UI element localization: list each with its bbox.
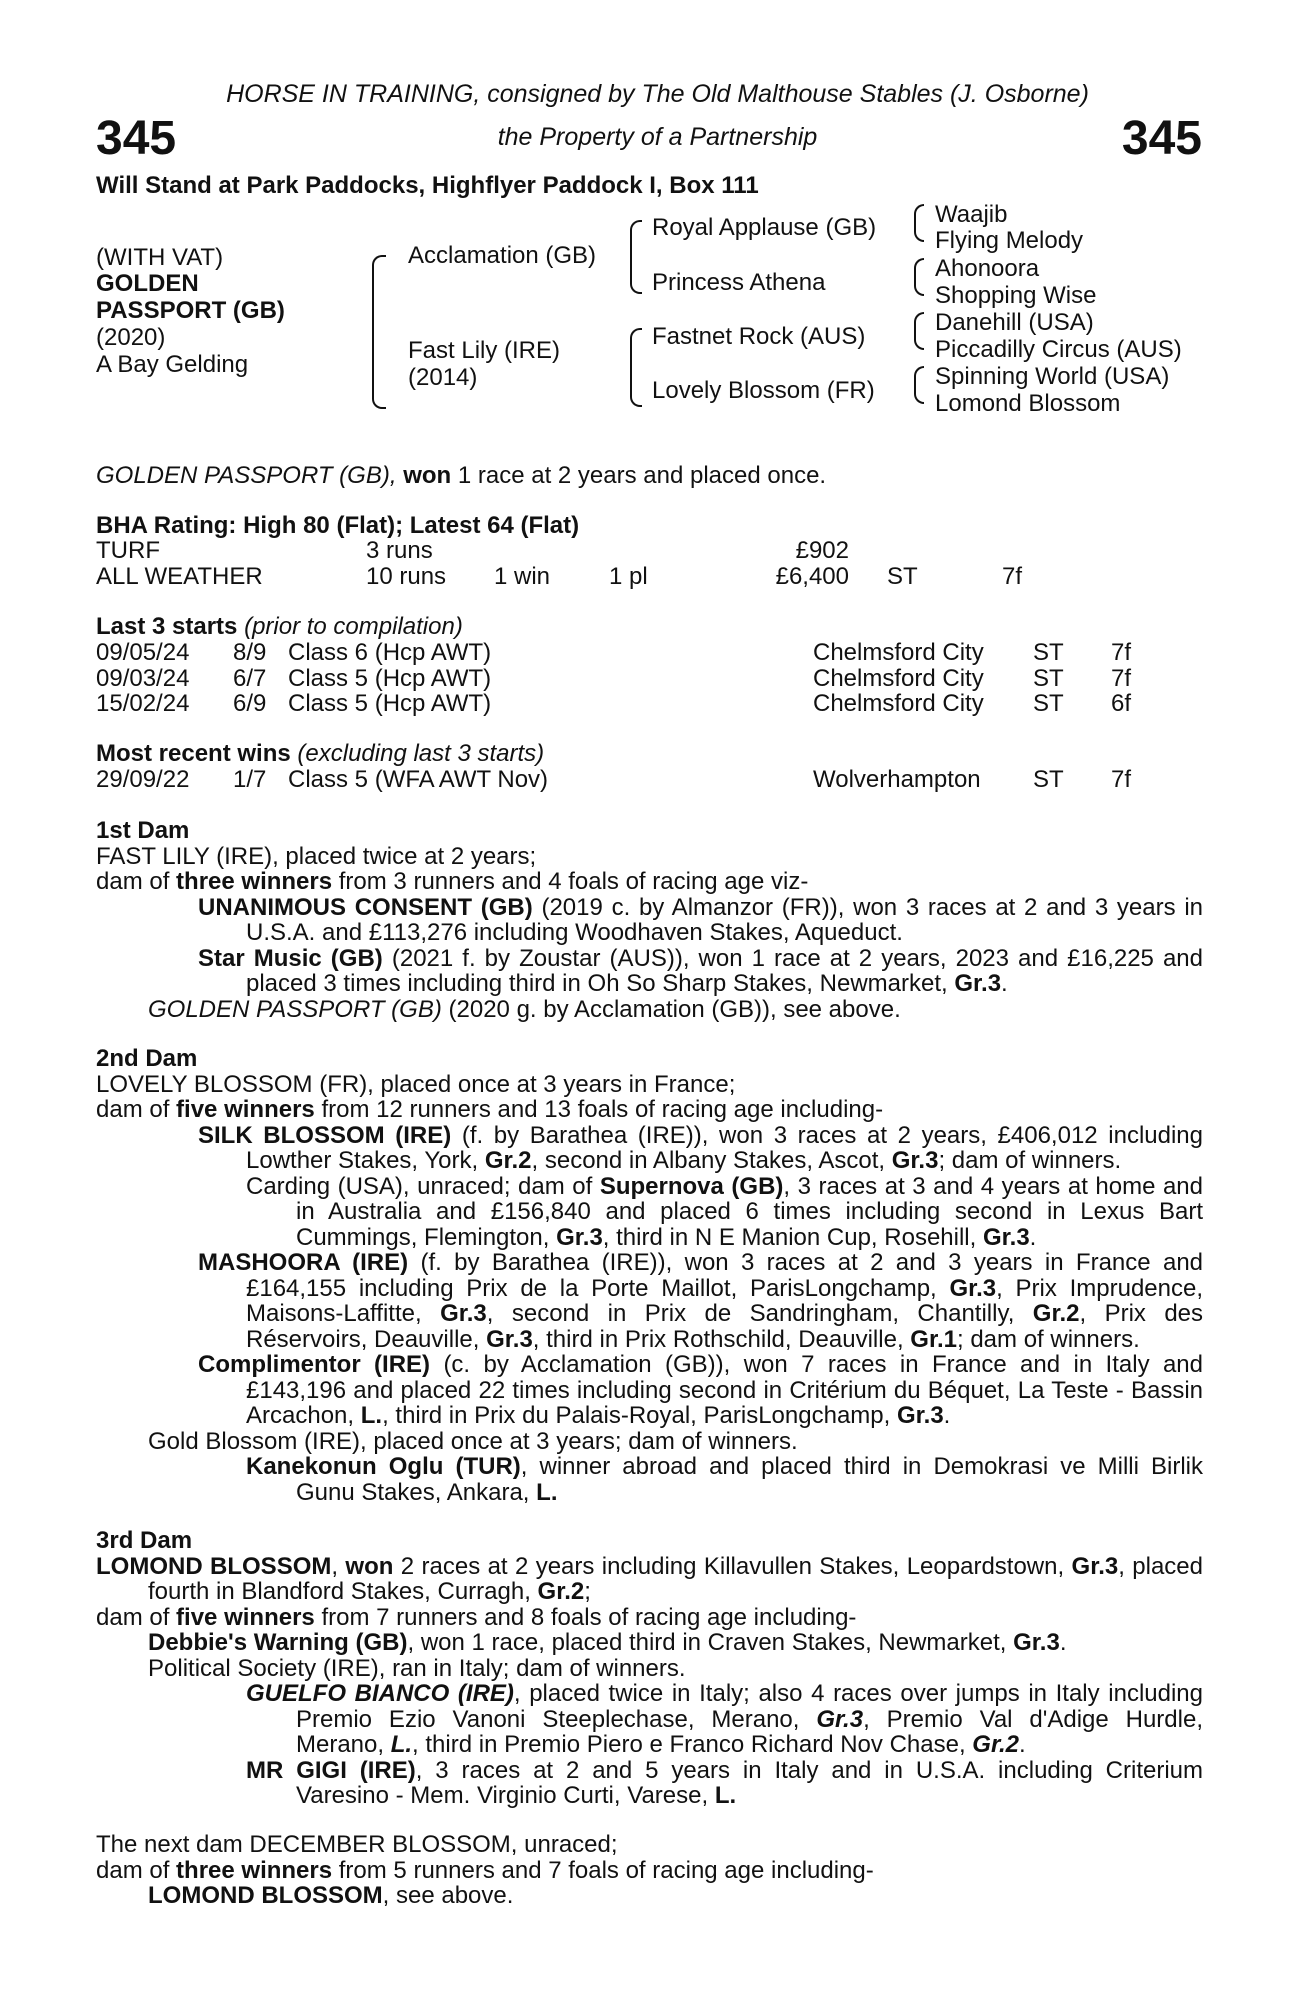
record-wins: 1 win: [494, 562, 551, 590]
progeny-text: , third in N E Manion Cup, Rosehill,: [602, 1223, 977, 1251]
dam-sire: Fastnet Rock (AUS): [652, 323, 866, 350]
location-line: Will Stand at Park Paddocks, Highflyer Paddock I, Box 111: [96, 172, 759, 199]
last-starts-table: [96, 640, 1131, 717]
grade-label: Gr.3: [982, 1223, 1030, 1251]
lot-number-right: 345: [1121, 112, 1202, 165]
dam-year: (2014): [408, 364, 478, 391]
second-dam-entry: Gold Blossom (IRE), placed once at 3 years; dam of winners.: [148, 1427, 798, 1455]
first-dam-entry: [96, 997, 1203, 1023]
dam-of-label: dam of: [96, 868, 170, 895]
grade-label: Gr.3: [954, 970, 1002, 997]
grade-label: Gr.2: [537, 1578, 585, 1605]
next-dam-entry: [96, 1883, 1203, 1909]
next-dam-section: [96, 1832, 1203, 1909]
start-distance: 7f: [1111, 639, 1132, 666]
sire-name: Acclamation (GB): [408, 242, 597, 269]
progeny-text: (f. by Barathea (IRE)), won 3 races at 2 and 3 years in France and £164,155 including Prix de la Porte Maillot, ParisLongchamp,: [246, 1249, 1204, 1302]
second-dam-entry: [96, 1123, 1203, 1174]
grade-label: Gr.3: [896, 1402, 944, 1429]
progeny-text: , placed twice in Italy; also 4 races over jumps in Italy including Premio Ezio Vanoni Steeplechase, Merano,: [296, 1680, 1203, 1733]
grandparent-6: Piccadilly Circus (AUS): [935, 336, 1182, 363]
second-dam-section: [96, 1046, 1203, 1505]
progeny-text: , Prix Imprudence, Maisons-Laffitte,: [246, 1274, 1203, 1327]
last-starts-title: Last 3 starts: [96, 613, 238, 640]
table-row: [96, 564, 1022, 590]
win-distance: 7f: [1111, 766, 1132, 793]
last-starts-heading: [96, 614, 463, 640]
pedigree-brace-main: [372, 255, 386, 409]
grandparent-2: Flying Melody: [935, 227, 1084, 254]
produce-summary: from 5 runners and 7 foals of racing age including-: [338, 1856, 874, 1884]
dam-name: Fast Lily (IRE): [408, 337, 561, 364]
last-starts-note: (prior to compilation): [244, 613, 463, 640]
progeny-text: , Premio Val d'Adige Hurdle, Merano,: [296, 1705, 1203, 1758]
progeny-name: LOMOND BLOSSOM: [148, 1882, 383, 1909]
grade-label: Gr.3: [816, 1705, 864, 1733]
win-race: Class 5 (WFA AWT Nov): [288, 766, 549, 793]
table-row: [96, 691, 1131, 717]
progeny-text: , second in Prix de Sandringham, Chantilly,: [486, 1300, 1015, 1327]
grade-label: Gr.2: [1032, 1300, 1080, 1327]
progeny-name: MASHOORA (IRE): [198, 1249, 409, 1276]
start-course: Chelmsford City: [813, 664, 984, 692]
third-dam-entry: [96, 1758, 1203, 1809]
progeny-text: , third in Premio Piero e Franco Richard Nov Chase,: [412, 1731, 966, 1758]
win-date: 29/09/22: [96, 766, 190, 793]
win-course: Wolverhampton: [813, 766, 981, 793]
progeny-text: Carding (USA), unraced; dam of: [246, 1172, 593, 1200]
third-dam-entry: GUELFO BIANCO (IRE), placed twice in Italy; also 4 races over jumps in Italy including Premio Ezio Vanoni Steeplechase, Merano, Gr.3, Premio Val d'Adige Hurdle, Merano, L., third in Premio Piero e Franco Richard Nov Chase, Gr.2.: [246, 1680, 1203, 1758]
grade-label: Gr.2: [972, 1731, 1019, 1758]
grade-label: Gr.3: [1071, 1552, 1119, 1580]
win-position: 1/7: [233, 766, 267, 793]
second-dam-entry: [96, 1454, 1203, 1505]
progeny-text: 2 races at 2 years including Killavullen Stakes, Leopardstown,: [400, 1552, 1065, 1580]
grandparent-8: Lomond Blossom: [935, 390, 1121, 417]
dam-of-label: dam of: [96, 1603, 170, 1631]
progeny-text: (c. by Acclamation (GB)), won 7 races in France and in Italy and £143,196 and placed 22 times including second in Critérium du Béquet, La Teste - Bassin Arcachon,: [246, 1351, 1203, 1429]
pedigree-brace-g2: [914, 258, 924, 296]
progeny-text: , Prix des Réservoirs, Deauville,: [246, 1300, 1204, 1353]
next-dam-intro: The next dam DECEMBER BLOSSOM, unraced;: [96, 1831, 618, 1858]
progeny-text: (2019 c. by Almanzor (FR)), won 3 races at 2 and 3 years in U.S.A. and £113,276 including Woodhaven Stakes, Aqueduct.: [246, 893, 1203, 946]
first-dam-entry: Star Music (GB) (2021 f. by Zoustar (AUS)), won 1 race at 2 years, 2023 and £16,225 and placed 3 times including third in Oh So Sharp Stakes, Newmarket, Gr.3.: [198, 944, 1203, 997]
progeny-text: , third in Prix Rothschild, Deauville,: [532, 1325, 904, 1353]
record-runs: 3 runs: [366, 537, 433, 564]
grandparent-7: Spinning World (USA): [935, 363, 1170, 390]
progeny-name: Kanekonun Oglu (TUR): [246, 1453, 521, 1480]
listed-label: L.: [536, 1478, 558, 1506]
progeny-text: (2020 g. by Acclamation (GB)), see above.: [448, 995, 901, 1023]
progeny-name: Debbie's Warning (GB): [148, 1629, 408, 1656]
winners-count: five winners: [176, 1096, 315, 1123]
progeny-text: , 3 races at 2 and 5 years in Italy and in U.S.A. including Criterium Varesino - Mem. Virginio Curti, Varese,: [296, 1756, 1203, 1809]
second-dam-entry: [96, 1250, 1203, 1352]
start-course: Chelmsford City: [813, 690, 984, 717]
progeny-name: GUELFO BIANCO (IRE): [246, 1680, 514, 1707]
grade-label: Gr.3: [440, 1300, 487, 1327]
start-race: Class 6 (Hcp AWT): [288, 639, 492, 666]
progeny-name: MR GIGI (IRE): [246, 1756, 416, 1784]
progeny-name: GOLDEN PASSPORT (GB): [148, 995, 442, 1023]
start-going: ST: [1033, 664, 1064, 692]
record-going: ST: [887, 562, 918, 590]
vat-label: (WITH VAT): [96, 244, 224, 271]
progeny-text: (2021 f. by Zoustar (AUS)), won 1 race at 2 years, 2023 and £16,225 and placed 3 times including third in Oh So Sharp Stakes, Newmarket,: [246, 944, 1203, 997]
progeny-name: UNANIMOUS CONSENT (GB): [198, 893, 533, 921]
start-position: 8/9: [233, 639, 267, 666]
progeny-text: , third in Prix du Palais-Royal, ParisLongchamp,: [382, 1402, 891, 1429]
grade-label: Gr.1: [910, 1325, 957, 1353]
third-dam-entry: Debbie's Warning (GB), won 1 race, placed third in Craven Stakes, Newmarket, Gr.3.: [148, 1629, 1067, 1656]
grade-label: Gr.3: [556, 1223, 603, 1251]
first-dam-section: [96, 818, 1203, 1022]
dam-of-label: dam of: [96, 1096, 170, 1123]
start-date: 09/03/24: [96, 664, 190, 692]
dam-of-label: dam of: [96, 1856, 170, 1884]
summary-horse-name: GOLDEN PASSPORT (GB),: [96, 462, 397, 489]
record-distance: [1002, 538, 1022, 564]
horse-name-line2: PASSPORT (GB): [96, 297, 285, 324]
win-going: ST: [1033, 766, 1064, 793]
start-race: Class 5 (Hcp AWT): [288, 664, 492, 692]
next-dam-produce: [96, 1858, 1203, 1884]
pedigree-brace-g3: [914, 312, 924, 350]
start-course: Chelmsford City: [813, 639, 984, 666]
start-distance: 7f: [1111, 664, 1132, 692]
progeny-text: ; dam of winners.: [957, 1325, 1140, 1353]
record-places: 1 pl: [609, 562, 648, 590]
sire-sire: Royal Applause (GB): [652, 214, 877, 241]
grandparent-4: Shopping Wise: [935, 282, 1097, 309]
progeny-text: (f. by Barathea (IRE)), won 3 races at 2 years, £406,012 including Lowther Stakes, York,: [246, 1121, 1203, 1174]
start-date: 09/05/24: [96, 639, 190, 666]
summary-rest: 1 race at 2 years and placed once.: [457, 462, 827, 489]
winners-count: three winners: [176, 1856, 333, 1884]
horse-name-line1: GOLDEN: [96, 270, 199, 297]
recent-wins-table: [96, 767, 1131, 793]
produce-summary: from 3 runners and 4 foals of racing age viz-: [338, 868, 809, 895]
property-line: the Property of a Partnership: [497, 123, 818, 151]
recent-wins-heading: [96, 741, 544, 767]
third-dam-produce: [96, 1605, 1203, 1631]
progeny-text: , see above.: [382, 1882, 514, 1909]
start-going: ST: [1033, 690, 1064, 717]
start-date: 15/02/24: [96, 690, 190, 717]
third-dam-heading: 3rd Dam: [96, 1527, 193, 1554]
record-earnings: £902: [795, 537, 849, 564]
grade-label: Gr.3: [486, 1325, 533, 1353]
recent-wins-title: Most recent wins: [96, 740, 291, 767]
horse-description: A Bay Gelding: [96, 351, 249, 378]
summary-won: won: [403, 462, 452, 489]
first-dam-produce: [96, 869, 1203, 895]
start-position: 6/9: [233, 690, 267, 717]
third-dam-section: [96, 1528, 1203, 1809]
progeny-name: Supernova (GB): [599, 1172, 784, 1200]
table-row: [96, 538, 1022, 564]
second-dam-heading: 2nd Dam: [96, 1045, 198, 1072]
pedigree-brace-g1: [914, 204, 924, 242]
grade-label: Gr.3: [891, 1147, 939, 1174]
start-distance: 6f: [1111, 690, 1132, 717]
dam-dam: Lovely Blossom (FR): [652, 377, 875, 404]
grandparent-1: Waajib: [935, 201, 1008, 228]
record-earnings: £6,400: [775, 562, 849, 590]
start-going: ST: [1033, 639, 1064, 666]
pedigree-brace-sire: [630, 220, 642, 294]
won-label: won: [345, 1552, 394, 1580]
recent-wins-note: (excluding last 3 starts): [297, 740, 545, 767]
produce-summary: from 7 runners and 8 foals of racing age including-: [321, 1603, 857, 1631]
race-summary: [96, 463, 826, 489]
second-dam-intro: LOVELY BLOSSOM (FR), placed once at 3 years in France;: [96, 1070, 736, 1098]
record-surface: TURF: [96, 537, 160, 564]
listed-label: L.: [360, 1402, 383, 1429]
winners-count: three winners: [176, 868, 333, 895]
progeny-text: , placed fourth in Blandford Stakes, Curragh,: [148, 1552, 1203, 1605]
first-dam-intro: FAST LILY (IRE), placed twice at 2 years;: [96, 842, 537, 870]
table-row: [96, 767, 1131, 793]
grandparent-5: Danehill (USA): [935, 309, 1094, 336]
race-record-table: [96, 538, 1022, 589]
grade-label: Gr.3: [949, 1274, 997, 1302]
record-places: [609, 538, 735, 564]
first-dam-entry: [96, 895, 1203, 946]
first-dam-heading: 1st Dam: [96, 817, 190, 844]
grade-label: Gr.3: [1013, 1629, 1060, 1656]
horse-year: (2020): [96, 324, 166, 351]
third-dam-entry: Political Society (IRE), ran in Italy; dam of winners.: [148, 1654, 686, 1682]
start-position: 6/7: [233, 664, 267, 692]
record-runs: 10 runs: [366, 562, 447, 590]
produce-summary: from 12 runners and 13 foals of racing age including-: [321, 1096, 884, 1123]
sire-dam: Princess Athena: [652, 269, 826, 296]
progeny-text: , won 1 race, placed third in Craven Stakes, Newmarket,: [407, 1629, 1007, 1656]
record-going: [849, 538, 1002, 564]
table-row: [96, 640, 1131, 666]
progeny-text: , winner abroad and placed third in Demokrasi ve Milli Birlik Gunu Stakes, Ankara,: [296, 1453, 1204, 1506]
listed-label: L.: [714, 1782, 737, 1809]
table-row: [96, 666, 1131, 692]
second-dam-entry: Carding (USA), unraced; dam of Supernova (GB), 3 races at 3 and 4 years at home and in Australia and £156,840 and placed 6 times including second in Lexus Bart Cummings, Flemington, Gr.3, third in N E Manion Cup, Rosehill, Gr.3.: [246, 1172, 1204, 1251]
lot-number-left: 345: [96, 112, 177, 165]
progeny-text: , second in Albany Stakes, Ascot,: [531, 1147, 886, 1174]
progeny-name: SILK BLOSSOM (IRE): [198, 1121, 452, 1149]
record-distance: 7f: [1002, 562, 1023, 590]
grade-label: Gr.2: [484, 1147, 532, 1174]
bha-rating: BHA Rating: High 80 (Flat); Latest 64 (Flat): [96, 512, 580, 539]
progeny-name: Complimentor (IRE): [198, 1351, 431, 1378]
grandparent-3: Ahonoora: [935, 255, 1040, 282]
second-dam-entry: Complimentor (IRE) (c. by Acclamation (GB)), won 7 races in France and in Italy and £143,196 and placed 22 times including second in Critérium du Béquet, La Teste - Bassin Arcachon, L., third in Prix du Palais-Royal, ParisLongchamp, Gr.3.: [198, 1351, 1203, 1429]
record-wins: [494, 538, 609, 564]
record-surface: ALL WEATHER: [96, 562, 263, 590]
start-race: Class 5 (Hcp AWT): [288, 690, 492, 717]
pedigree-brace-dam: [630, 328, 642, 407]
progeny-text: , 3 races at 3 and 4 years at home and in Australia and £156,840 and placed 6 times including second in Lexus Bart Cummings, Flemington,: [296, 1172, 1204, 1251]
second-dam-produce: [96, 1097, 1203, 1123]
pedigree-brace-g4: [914, 366, 924, 404]
progeny-name: LOMOND BLOSSOM: [96, 1552, 332, 1580]
progeny-text: ; dam of winners.: [938, 1147, 1122, 1174]
consignment-line: HORSE IN TRAINING, consigned by The Old Malthouse Stables (J. Osborne): [226, 80, 1089, 108]
listed-label: L.: [390, 1731, 413, 1758]
progeny-name: Star Music (GB): [198, 944, 383, 972]
winners-count: five winners: [176, 1603, 315, 1631]
third-dam-intro: LOMOND BLOSSOM, won 2 races at 2 years including Killavullen Stakes, Leopardstown, Gr.3, placed fourth in Blandford Stakes, Curragh, Gr.2;: [96, 1552, 1203, 1605]
